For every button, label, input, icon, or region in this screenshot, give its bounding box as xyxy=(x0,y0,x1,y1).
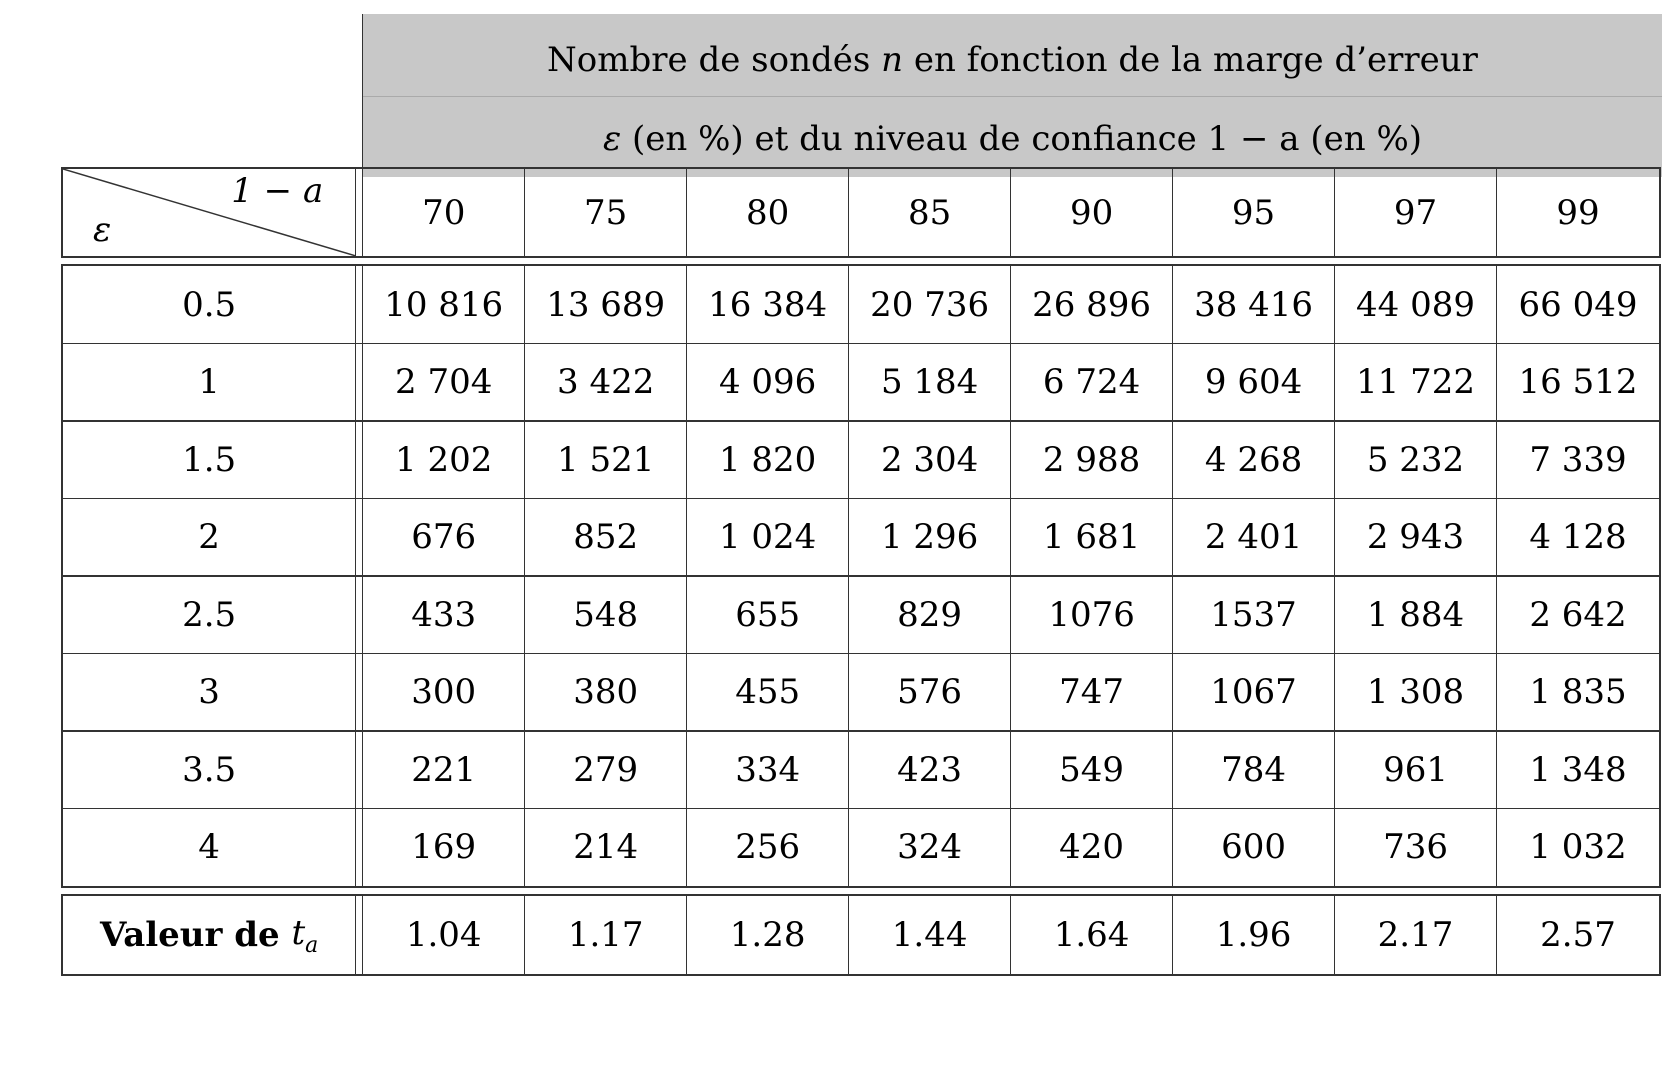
sample-size-cell: 1 820 xyxy=(687,421,849,499)
double-rule xyxy=(355,499,363,577)
sample-size-cell: 655 xyxy=(687,576,849,654)
table-row xyxy=(63,499,1659,577)
epsilon-cell: 3.5 xyxy=(182,749,237,790)
sample-size-cell: 576 xyxy=(849,654,1011,732)
conf-header: 99 xyxy=(1556,192,1600,233)
epsilon-cell: 4 xyxy=(198,827,220,868)
sample-size-cell: 1 521 xyxy=(525,421,687,499)
table-row xyxy=(63,421,1659,499)
ta-value: 2.17 xyxy=(1335,896,1497,974)
sample-size-cell: 1 835 xyxy=(1529,672,1627,713)
sample-size-cell: 256 xyxy=(687,809,849,887)
sample-size-cell: 44 089 xyxy=(1335,266,1497,344)
corner-label-confidence: 1 − a xyxy=(231,171,324,211)
sample-size-cell: 784 xyxy=(1173,731,1335,809)
sample-size-cell: 852 xyxy=(525,499,687,577)
sample-size-cell: 2 401 xyxy=(1173,499,1335,577)
sample-size-cell: 1 024 xyxy=(687,499,849,577)
double-rule xyxy=(355,576,363,654)
double-rule xyxy=(355,654,363,732)
table-row xyxy=(63,809,1659,887)
corner-cell xyxy=(63,169,355,256)
double-rule xyxy=(355,731,363,809)
conf-header: 85 xyxy=(849,169,1011,256)
sample-size-cell: 2 943 xyxy=(1335,499,1497,577)
header-row xyxy=(63,169,1659,256)
epsilon-cell: 0.5 xyxy=(182,284,237,325)
table-row xyxy=(63,576,1659,654)
sample-size-cell: 38 416 xyxy=(1173,266,1335,344)
title-var-eps: ε xyxy=(602,119,622,159)
title-line-1 xyxy=(363,40,1662,80)
double-rule xyxy=(355,169,363,256)
sample-size-cell: 16 384 xyxy=(687,266,849,344)
ta-sub: a xyxy=(305,932,319,958)
sample-size-cell: 2 642 xyxy=(1529,594,1627,635)
title-prefix: Nombre de sondés xyxy=(547,40,871,80)
ta-value: 1.17 xyxy=(525,896,687,974)
title-suffix: en fonction de la marge d’erreur xyxy=(913,40,1478,80)
sample-size-cell: 1 348 xyxy=(1529,749,1627,790)
conf-header: 80 xyxy=(687,169,849,256)
ta-label-text: Valeur de xyxy=(99,915,280,955)
ta-value: 1.44 xyxy=(849,896,1011,974)
sample-size-cell: 829 xyxy=(849,576,1011,654)
epsilon-cell: 1 xyxy=(198,362,220,403)
data-block xyxy=(61,264,1661,888)
double-rule xyxy=(355,809,363,887)
sample-size-cell: 3 422 xyxy=(525,344,687,422)
sample-size-cell: 221 xyxy=(363,731,525,809)
sample-size-cell: 279 xyxy=(525,731,687,809)
sample-size-cell: 169 xyxy=(363,809,525,887)
sample-size-table xyxy=(61,14,1661,1044)
sample-size-cell: 961 xyxy=(1335,731,1497,809)
conf-header: 95 xyxy=(1173,169,1335,256)
sample-size-cell: 549 xyxy=(1011,731,1173,809)
sample-size-cell: 16 512 xyxy=(1518,362,1638,403)
double-rule xyxy=(355,896,363,974)
epsilon-cell: 2 xyxy=(198,517,220,558)
sample-size-cell: 2 988 xyxy=(1011,421,1173,499)
sample-size-cell: 5 184 xyxy=(849,344,1011,422)
sample-size-cell: 455 xyxy=(687,654,849,732)
epsilon-cell: 1.5 xyxy=(182,439,237,480)
sample-size-cell: 736 xyxy=(1335,809,1497,887)
sample-size-cell: 676 xyxy=(363,499,525,577)
epsilon-cell: 2.5 xyxy=(182,594,237,635)
sample-size-cell: 4 128 xyxy=(1529,517,1627,558)
ta-value: 1.64 xyxy=(1011,896,1173,974)
sample-size-cell: 20 736 xyxy=(849,266,1011,344)
sample-size-cell: 1537 xyxy=(1173,576,1335,654)
sample-size-cell: 1 202 xyxy=(363,421,525,499)
sample-size-cell: 4 096 xyxy=(687,344,849,422)
sample-size-cell: 5 232 xyxy=(1335,421,1497,499)
ta-label xyxy=(63,896,355,974)
conf-header: 75 xyxy=(525,169,687,256)
column-header-block xyxy=(61,167,1661,258)
table-row xyxy=(63,731,1659,809)
double-rule xyxy=(355,421,363,499)
double-rule xyxy=(355,266,363,344)
ta-value: 2.57 xyxy=(1540,915,1616,955)
sample-size-cell: 324 xyxy=(849,809,1011,887)
sample-size-cell: 1067 xyxy=(1173,654,1335,732)
sample-size-cell: 214 xyxy=(525,809,687,887)
title-var-n: n xyxy=(881,40,904,80)
double-rule xyxy=(355,344,363,422)
sample-size-cell: 600 xyxy=(1173,809,1335,887)
sample-size-cell: 1 296 xyxy=(849,499,1011,577)
ta-value: 1.28 xyxy=(687,896,849,974)
banner-divider xyxy=(363,96,1662,97)
ta-block xyxy=(61,894,1661,976)
sample-size-cell: 1076 xyxy=(1011,576,1173,654)
sample-size-cell: 10 816 xyxy=(363,266,525,344)
sample-size-cell: 380 xyxy=(525,654,687,732)
sample-size-cell: 423 xyxy=(849,731,1011,809)
sample-size-cell: 4 268 xyxy=(1173,421,1335,499)
ta-row xyxy=(63,896,1659,974)
sample-size-cell: 11 722 xyxy=(1335,344,1497,422)
table-row xyxy=(63,266,1659,344)
sample-size-cell: 7 339 xyxy=(1529,439,1627,480)
sample-size-cell: 26 896 xyxy=(1011,266,1173,344)
conf-header: 97 xyxy=(1335,169,1497,256)
title-line-2 xyxy=(363,119,1662,159)
sample-size-cell: 1 032 xyxy=(1529,827,1627,868)
ta-var: t xyxy=(291,912,306,953)
epsilon-cell: 3 xyxy=(198,672,220,713)
table-title-banner xyxy=(362,14,1662,177)
table-row xyxy=(63,654,1659,732)
sample-size-cell: 6 724 xyxy=(1011,344,1173,422)
sample-size-cell: 2 704 xyxy=(363,344,525,422)
sample-size-cell: 2 304 xyxy=(849,421,1011,499)
title-line-2-text: (en %) et du niveau de confiance 1 − a (en %) xyxy=(632,119,1423,159)
sample-size-cell: 300 xyxy=(363,654,525,732)
ta-value: 1.04 xyxy=(363,896,525,974)
sample-size-cell: 420 xyxy=(1011,809,1173,887)
sample-size-cell: 1 308 xyxy=(1335,654,1497,732)
sample-size-cell: 1 884 xyxy=(1335,576,1497,654)
sample-size-cell: 747 xyxy=(1011,654,1173,732)
sample-size-cell: 433 xyxy=(363,576,525,654)
conf-header: 90 xyxy=(1011,169,1173,256)
sample-size-cell: 13 689 xyxy=(525,266,687,344)
sample-size-cell: 548 xyxy=(525,576,687,654)
sample-size-cell: 9 604 xyxy=(1173,344,1335,422)
sample-size-cell: 66 049 xyxy=(1518,284,1638,325)
table-row xyxy=(63,344,1659,422)
sample-size-cell: 1 681 xyxy=(1011,499,1173,577)
ta-value: 1.96 xyxy=(1173,896,1335,974)
conf-header: 70 xyxy=(363,169,525,256)
corner-label-epsilon: ε xyxy=(93,210,112,250)
sample-size-cell: 334 xyxy=(687,731,849,809)
